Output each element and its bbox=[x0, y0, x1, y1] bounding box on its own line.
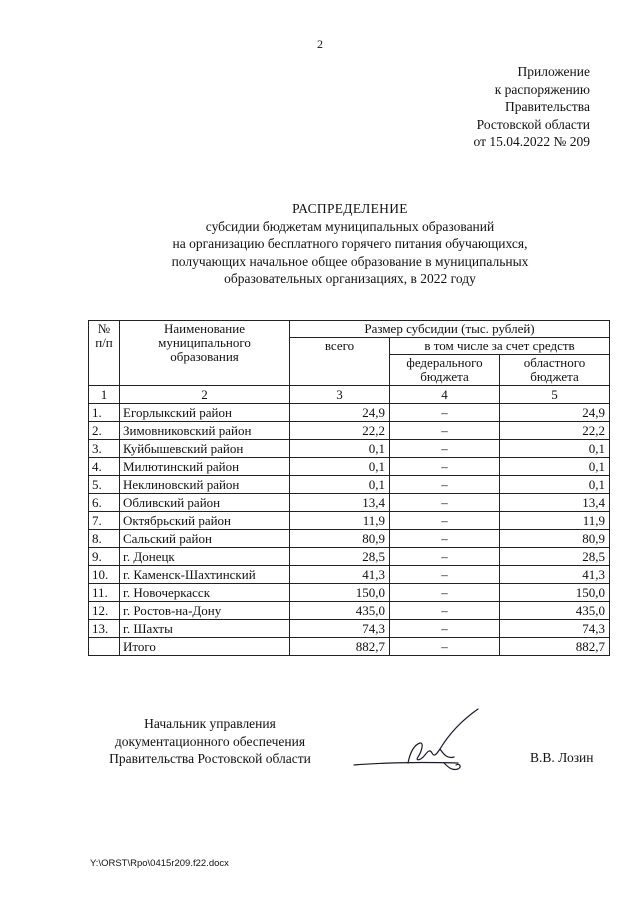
total-cell: 11,9 bbox=[290, 512, 390, 530]
header-regional: областного бюджета bbox=[500, 355, 610, 386]
title-line: на организацию бесплатного горячего питания обучающихся, bbox=[172, 236, 528, 251]
row-number-cell: 1. bbox=[89, 404, 120, 422]
table-row bbox=[89, 602, 610, 620]
federal-cell: – bbox=[390, 476, 500, 494]
municipality-cell: Егорлыкский район bbox=[120, 404, 290, 422]
row-number-cell: 12. bbox=[89, 602, 120, 620]
file-path-footer: Y:\ORST\Rpo\0415r209.f22.docx bbox=[90, 858, 229, 869]
row-number-cell: 13. bbox=[89, 620, 120, 638]
table-row bbox=[89, 584, 610, 602]
municipality-cell: Милютинский район bbox=[120, 458, 290, 476]
regional-cell: 13,4 bbox=[500, 494, 610, 512]
table-row bbox=[89, 440, 610, 458]
municipality-cell: г. Донецк bbox=[120, 548, 290, 566]
column-number: 1 bbox=[89, 386, 120, 404]
total-cell: 0,1 bbox=[290, 440, 390, 458]
position-line: Правительства Ростовской области bbox=[109, 751, 311, 766]
header-size: Размер субсидии (тыс. рублей) bbox=[290, 321, 610, 338]
appendix-line: к распоряжению bbox=[494, 81, 590, 97]
header-federal: федерального бюджета bbox=[390, 355, 500, 386]
municipality-cell: Сальский район bbox=[120, 530, 290, 548]
subsidy-distribution-table bbox=[88, 320, 610, 656]
row-number-cell: 11. bbox=[89, 584, 120, 602]
municipality-cell: Обливский район bbox=[120, 494, 290, 512]
regional-cell: 28,5 bbox=[500, 548, 610, 566]
municipality-cell: г. Шахты bbox=[120, 620, 290, 638]
federal-cell: – bbox=[390, 404, 500, 422]
appendix-line: Приложение bbox=[517, 64, 590, 79]
title-line: субсидии бюджетам муниципальных образований bbox=[205, 218, 495, 234]
appendix-reference bbox=[440, 63, 590, 151]
row-number-cell: 4. bbox=[89, 458, 120, 476]
total-cell: 150,0 bbox=[290, 584, 390, 602]
regional-cell: 150,0 bbox=[500, 584, 610, 602]
total-cell: 882,7 bbox=[290, 638, 390, 656]
municipality-cell: г. Каменск-Шахтинский bbox=[120, 566, 290, 584]
row-number-cell: 7. bbox=[89, 512, 120, 530]
municipality-cell: г. Новочеркасск bbox=[120, 584, 290, 602]
table-row bbox=[89, 404, 610, 422]
row-number-cell: 10. bbox=[89, 566, 120, 584]
row-number-cell bbox=[89, 638, 120, 656]
column-number: 3 bbox=[290, 386, 390, 404]
total-cell: 13,4 bbox=[290, 494, 390, 512]
total-cell: 28,5 bbox=[290, 548, 390, 566]
federal-cell: – bbox=[390, 620, 500, 638]
table-row bbox=[89, 530, 610, 548]
row-number-cell: 8. bbox=[89, 530, 120, 548]
position-line: документационного обеспечения bbox=[114, 733, 306, 749]
federal-cell: – bbox=[390, 494, 500, 512]
federal-cell: – bbox=[390, 512, 500, 530]
regional-cell: 74,3 bbox=[500, 620, 610, 638]
appendix-line: Правительства bbox=[505, 99, 590, 114]
table-row bbox=[89, 494, 610, 512]
municipality-cell: Октябрьский район bbox=[120, 512, 290, 530]
total-cell: 24,9 bbox=[290, 404, 390, 422]
total-cell: 22,2 bbox=[290, 422, 390, 440]
signatory-position bbox=[90, 715, 330, 768]
position-line: Начальник управления bbox=[144, 716, 276, 731]
table-row bbox=[89, 422, 610, 440]
header-num: № п/п bbox=[89, 321, 120, 386]
column-number: 2 bbox=[120, 386, 290, 404]
total-cell: 80,9 bbox=[290, 530, 390, 548]
regional-cell: 882,7 bbox=[500, 638, 610, 656]
table-row bbox=[89, 566, 610, 584]
federal-cell: – bbox=[390, 584, 500, 602]
federal-cell: – bbox=[390, 530, 500, 548]
regional-cell: 22,2 bbox=[500, 422, 610, 440]
regional-cell: 24,9 bbox=[500, 404, 610, 422]
municipality-cell: Итого bbox=[120, 638, 290, 656]
federal-cell: – bbox=[390, 458, 500, 476]
table-row bbox=[89, 458, 610, 476]
column-number: 4 bbox=[390, 386, 500, 404]
header-total: всего bbox=[290, 338, 390, 386]
table-row bbox=[89, 638, 610, 656]
federal-cell: – bbox=[390, 422, 500, 440]
municipality-cell: Неклиновский район bbox=[120, 476, 290, 494]
total-cell: 0,1 bbox=[290, 458, 390, 476]
table-row bbox=[89, 512, 610, 530]
federal-cell: – bbox=[390, 566, 500, 584]
table-row bbox=[89, 620, 610, 638]
title-heading: РАСПРЕДЕЛЕНИЕ bbox=[292, 201, 408, 216]
appendix-line: Ростовской области bbox=[476, 116, 590, 132]
federal-cell: – bbox=[390, 440, 500, 458]
title-line: образовательных организациях, в 2022 году bbox=[224, 271, 476, 286]
total-cell: 41,3 bbox=[290, 566, 390, 584]
signatory-name: В.В. Лозин bbox=[530, 750, 594, 765]
row-number-cell: 9. bbox=[89, 548, 120, 566]
federal-cell: – bbox=[390, 548, 500, 566]
regional-cell: 41,3 bbox=[500, 566, 610, 584]
row-number-cell: 3. bbox=[89, 440, 120, 458]
page-number: 2 bbox=[317, 37, 323, 51]
total-cell: 0,1 bbox=[290, 476, 390, 494]
regional-cell: 0,1 bbox=[500, 476, 610, 494]
column-number: 5 bbox=[500, 386, 610, 404]
regional-cell: 11,9 bbox=[500, 512, 610, 530]
title-line: получающих начальное общее образование в муниципальных bbox=[171, 253, 529, 269]
federal-cell: – bbox=[390, 638, 500, 656]
appendix-line: от 15.04.2022 № 209 bbox=[473, 134, 590, 149]
municipality-cell: г. Ростов-на-Дону bbox=[120, 602, 290, 620]
regional-cell: 0,1 bbox=[500, 440, 610, 458]
regional-cell: 435,0 bbox=[500, 602, 610, 620]
municipality-cell: Зимовниковский район bbox=[120, 422, 290, 440]
row-number-cell: 5. bbox=[89, 476, 120, 494]
header-name: Наименование муниципального образования bbox=[120, 321, 290, 386]
regional-cell: 80,9 bbox=[500, 530, 610, 548]
document-title bbox=[90, 200, 610, 288]
table-row bbox=[89, 476, 610, 494]
handwritten-signature bbox=[348, 705, 508, 780]
total-cell: 74,3 bbox=[290, 620, 390, 638]
header-including: в том числе за счет средств bbox=[390, 338, 610, 355]
row-number-cell: 6. bbox=[89, 494, 120, 512]
total-cell: 435,0 bbox=[290, 602, 390, 620]
column-number-row bbox=[89, 386, 610, 404]
table-row bbox=[89, 548, 610, 566]
federal-cell: – bbox=[390, 602, 500, 620]
municipality-cell: Куйбышевский район bbox=[120, 440, 290, 458]
row-number-cell: 2. bbox=[89, 422, 120, 440]
regional-cell: 0,1 bbox=[500, 458, 610, 476]
